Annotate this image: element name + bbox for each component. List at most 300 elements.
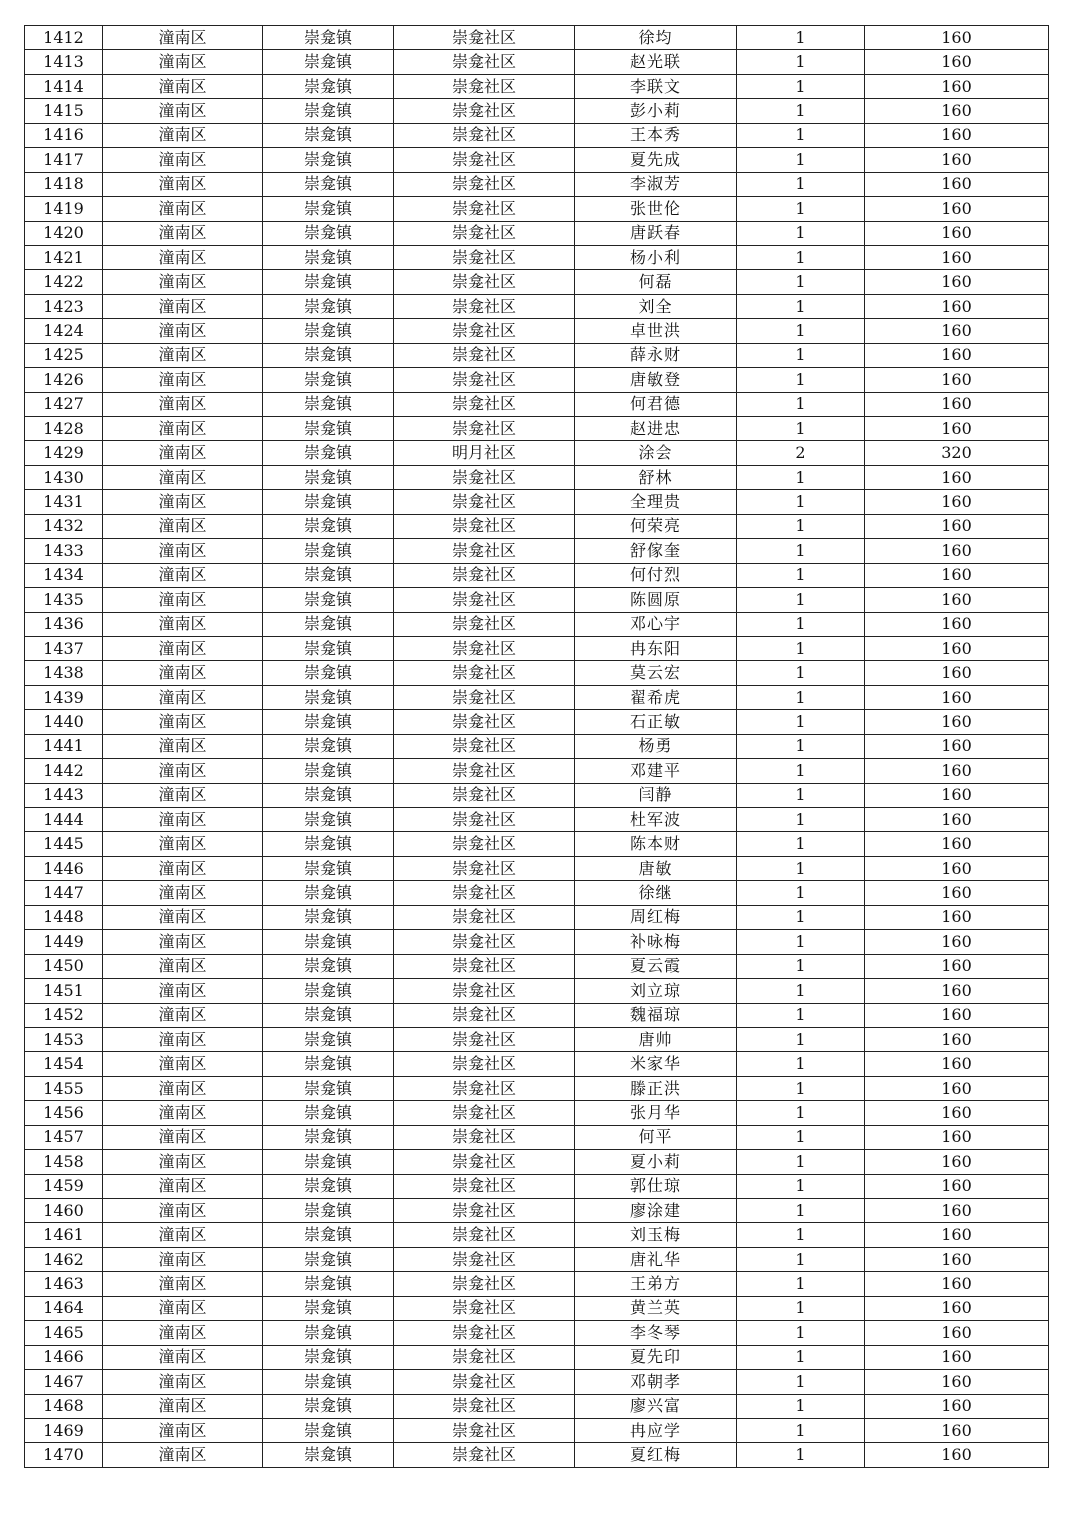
district-cell: 潼南区	[103, 465, 263, 489]
count-cell: 1	[737, 636, 865, 660]
town-cell: 崇龛镇	[263, 1296, 394, 1320]
name-cell: 唐帅	[575, 1027, 737, 1051]
town-cell: 崇龛镇	[263, 148, 394, 172]
community-cell: 崇龛社区	[394, 1247, 575, 1271]
table-row	[25, 245, 1049, 269]
amount-cell: 160	[865, 734, 1049, 758]
count-cell: 1	[737, 368, 865, 392]
district-cell: 潼南区	[103, 1272, 263, 1296]
town-cell: 崇龛镇	[263, 270, 394, 294]
district-cell: 潼南区	[103, 441, 263, 465]
amount-cell: 160	[865, 1076, 1049, 1100]
amount-cell: 160	[865, 1052, 1049, 1076]
district-cell: 潼南区	[103, 368, 263, 392]
community-cell: 崇龛社区	[394, 319, 575, 343]
name-cell: 涂会	[575, 441, 737, 465]
district-cell: 潼南区	[103, 221, 263, 245]
row-number-cell: 1467	[25, 1370, 103, 1394]
town-cell: 崇龛镇	[263, 685, 394, 709]
row-number-cell: 1440	[25, 710, 103, 734]
amount-cell: 160	[865, 1125, 1049, 1149]
table-row	[25, 50, 1049, 74]
table-row	[25, 808, 1049, 832]
table-row	[25, 930, 1049, 954]
amount-cell: 160	[865, 294, 1049, 318]
count-cell: 1	[737, 1027, 865, 1051]
district-cell: 潼南区	[103, 1321, 263, 1345]
row-number-cell: 1463	[25, 1272, 103, 1296]
community-cell: 崇龛社区	[394, 172, 575, 196]
district-cell: 潼南区	[103, 392, 263, 416]
amount-cell: 160	[865, 661, 1049, 685]
table-row	[25, 979, 1049, 1003]
town-cell: 崇龛镇	[263, 759, 394, 783]
community-cell: 崇龛社区	[394, 26, 575, 50]
amount-cell: 160	[865, 172, 1049, 196]
community-cell: 崇龛社区	[394, 74, 575, 98]
table-row	[25, 294, 1049, 318]
amount-cell: 160	[865, 417, 1049, 441]
row-number-cell: 1414	[25, 74, 103, 98]
row-number-cell: 1423	[25, 294, 103, 318]
town-cell: 崇龛镇	[263, 1125, 394, 1149]
amount-cell: 160	[865, 954, 1049, 978]
amount-cell: 160	[865, 465, 1049, 489]
community-cell: 崇龛社区	[394, 563, 575, 587]
community-cell: 崇龛社区	[394, 245, 575, 269]
district-cell: 潼南区	[103, 979, 263, 1003]
table-row	[25, 905, 1049, 929]
table-row	[25, 514, 1049, 538]
row-number-cell: 1458	[25, 1150, 103, 1174]
table-row	[25, 881, 1049, 905]
town-cell: 崇龛镇	[263, 930, 394, 954]
amount-cell: 160	[865, 514, 1049, 538]
name-cell: 邓心宇	[575, 612, 737, 636]
row-number-cell: 1435	[25, 588, 103, 612]
name-cell: 石正敏	[575, 710, 737, 734]
count-cell: 1	[737, 417, 865, 441]
district-cell: 潼南区	[103, 74, 263, 98]
table-row	[25, 1345, 1049, 1369]
table-row	[25, 612, 1049, 636]
town-cell: 崇龛镇	[263, 221, 394, 245]
town-cell: 崇龛镇	[263, 1150, 394, 1174]
count-cell: 1	[737, 1125, 865, 1149]
name-cell: 冉应学	[575, 1418, 737, 1442]
district-cell: 潼南区	[103, 808, 263, 832]
row-number-cell: 1459	[25, 1174, 103, 1198]
count-cell: 1	[737, 50, 865, 74]
name-cell: 何荣亮	[575, 514, 737, 538]
name-cell: 徐继	[575, 881, 737, 905]
row-number-cell: 1419	[25, 197, 103, 221]
district-cell: 潼南区	[103, 123, 263, 147]
count-cell: 1	[737, 26, 865, 50]
district-cell: 潼南区	[103, 1150, 263, 1174]
count-cell: 1	[737, 270, 865, 294]
district-cell: 潼南区	[103, 1199, 263, 1223]
row-number-cell: 1460	[25, 1199, 103, 1223]
town-cell: 崇龛镇	[263, 319, 394, 343]
community-cell: 崇龛社区	[394, 1052, 575, 1076]
name-cell: 魏福琼	[575, 1003, 737, 1027]
count-cell: 1	[737, 1052, 865, 1076]
amount-cell: 160	[865, 832, 1049, 856]
district-cell: 潼南区	[103, 1370, 263, 1394]
row-number-cell: 1447	[25, 881, 103, 905]
town-cell: 崇龛镇	[263, 979, 394, 1003]
town-cell: 崇龛镇	[263, 465, 394, 489]
district-cell: 潼南区	[103, 148, 263, 172]
amount-cell: 160	[865, 1003, 1049, 1027]
row-number-cell: 1464	[25, 1296, 103, 1320]
count-cell: 1	[737, 245, 865, 269]
town-cell: 崇龛镇	[263, 441, 394, 465]
name-cell: 邓朝孝	[575, 1370, 737, 1394]
amount-cell: 160	[865, 343, 1049, 367]
name-cell: 闫静	[575, 783, 737, 807]
name-cell: 王弟方	[575, 1272, 737, 1296]
district-cell: 潼南区	[103, 759, 263, 783]
name-cell: 冉东阳	[575, 636, 737, 660]
amount-cell: 160	[865, 1418, 1049, 1442]
community-cell: 崇龛社区	[394, 1272, 575, 1296]
community-cell: 崇龛社区	[394, 783, 575, 807]
row-number-cell: 1468	[25, 1394, 103, 1418]
town-cell: 崇龛镇	[263, 1370, 394, 1394]
district-cell: 潼南区	[103, 1076, 263, 1100]
town-cell: 崇龛镇	[263, 172, 394, 196]
district-cell: 潼南区	[103, 636, 263, 660]
district-cell: 潼南区	[103, 490, 263, 514]
count-cell: 1	[737, 1174, 865, 1198]
count-cell: 1	[737, 123, 865, 147]
name-cell: 杨勇	[575, 734, 737, 758]
community-cell: 崇龛社区	[394, 905, 575, 929]
town-cell: 崇龛镇	[263, 1247, 394, 1271]
town-cell: 崇龛镇	[263, 734, 394, 758]
table-row	[25, 1394, 1049, 1418]
count-cell: 1	[737, 759, 865, 783]
town-cell: 崇龛镇	[263, 832, 394, 856]
amount-cell: 160	[865, 636, 1049, 660]
community-cell: 崇龛社区	[394, 123, 575, 147]
table-row	[25, 26, 1049, 50]
amount-cell: 160	[865, 588, 1049, 612]
community-cell: 崇龛社区	[394, 1199, 575, 1223]
town-cell: 崇龛镇	[263, 1027, 394, 1051]
count-cell: 1	[737, 1370, 865, 1394]
count-cell: 1	[737, 319, 865, 343]
town-cell: 崇龛镇	[263, 710, 394, 734]
amount-cell: 160	[865, 123, 1049, 147]
count-cell: 1	[737, 808, 865, 832]
table-row	[25, 319, 1049, 343]
town-cell: 崇龛镇	[263, 1199, 394, 1223]
name-cell: 夏云霞	[575, 954, 737, 978]
name-cell: 徐均	[575, 26, 737, 50]
row-number-cell: 1449	[25, 930, 103, 954]
row-number-cell: 1418	[25, 172, 103, 196]
count-cell: 1	[737, 1150, 865, 1174]
amount-cell: 160	[865, 50, 1049, 74]
name-cell: 黄兰英	[575, 1296, 737, 1320]
community-cell: 崇龛社区	[394, 979, 575, 1003]
row-number-cell: 1441	[25, 734, 103, 758]
table-row	[25, 123, 1049, 147]
row-number-cell: 1448	[25, 905, 103, 929]
name-cell: 唐礼华	[575, 1247, 737, 1271]
amount-cell: 160	[865, 392, 1049, 416]
name-cell: 卓世洪	[575, 319, 737, 343]
community-cell: 崇龛社区	[394, 50, 575, 74]
amount-cell: 320	[865, 441, 1049, 465]
district-cell: 潼南区	[103, 588, 263, 612]
table-row	[25, 441, 1049, 465]
table-row	[25, 759, 1049, 783]
community-cell: 崇龛社区	[394, 539, 575, 563]
district-cell: 潼南区	[103, 1443, 263, 1467]
row-number-cell: 1424	[25, 319, 103, 343]
community-cell: 崇龛社区	[394, 343, 575, 367]
community-cell: 崇龛社区	[394, 1345, 575, 1369]
count-cell: 1	[737, 172, 865, 196]
town-cell: 崇龛镇	[263, 514, 394, 538]
name-cell: 赵光联	[575, 50, 737, 74]
town-cell: 崇龛镇	[263, 612, 394, 636]
name-cell: 李联文	[575, 74, 737, 98]
amount-cell: 160	[865, 905, 1049, 929]
town-cell: 崇龛镇	[263, 1272, 394, 1296]
row-number-cell: 1413	[25, 50, 103, 74]
community-cell: 崇龛社区	[394, 465, 575, 489]
amount-cell: 160	[865, 245, 1049, 269]
table-row	[25, 563, 1049, 587]
count-cell: 1	[737, 1101, 865, 1125]
table-row	[25, 1125, 1049, 1149]
table-row	[25, 392, 1049, 416]
amount-cell: 160	[865, 148, 1049, 172]
amount-cell: 160	[865, 1247, 1049, 1271]
count-cell: 1	[737, 734, 865, 758]
district-cell: 潼南区	[103, 1296, 263, 1320]
row-number-cell: 1436	[25, 612, 103, 636]
amount-cell: 160	[865, 539, 1049, 563]
name-cell: 刘立琼	[575, 979, 737, 1003]
table-row	[25, 270, 1049, 294]
table-row	[25, 1223, 1049, 1247]
district-cell: 潼南区	[103, 172, 263, 196]
name-cell: 滕正洪	[575, 1076, 737, 1100]
row-number-cell: 1454	[25, 1052, 103, 1076]
name-cell: 刘全	[575, 294, 737, 318]
name-cell: 彭小莉	[575, 99, 737, 123]
town-cell: 崇龛镇	[263, 881, 394, 905]
amount-cell: 160	[865, 979, 1049, 1003]
count-cell: 1	[737, 1272, 865, 1296]
district-cell: 潼南区	[103, 539, 263, 563]
district-cell: 潼南区	[103, 563, 263, 587]
count-cell: 1	[737, 1345, 865, 1369]
town-cell: 崇龛镇	[263, 954, 394, 978]
table-row	[25, 148, 1049, 172]
row-number-cell: 1465	[25, 1321, 103, 1345]
row-number-cell: 1466	[25, 1345, 103, 1369]
district-cell: 潼南区	[103, 661, 263, 685]
amount-cell: 160	[865, 319, 1049, 343]
count-cell: 1	[737, 856, 865, 880]
table-row	[25, 832, 1049, 856]
count-cell: 1	[737, 1003, 865, 1027]
name-cell: 何磊	[575, 270, 737, 294]
table-row	[25, 343, 1049, 367]
row-number-cell: 1426	[25, 368, 103, 392]
town-cell: 崇龛镇	[263, 1003, 394, 1027]
community-cell: 崇龛社区	[394, 1443, 575, 1467]
name-cell: 赵进忠	[575, 417, 737, 441]
amount-cell: 160	[865, 612, 1049, 636]
name-cell: 王本秀	[575, 123, 737, 147]
row-number-cell: 1461	[25, 1223, 103, 1247]
amount-cell: 160	[865, 685, 1049, 709]
row-number-cell: 1416	[25, 123, 103, 147]
community-cell: 崇龛社区	[394, 197, 575, 221]
district-cell: 潼南区	[103, 930, 263, 954]
amount-cell: 160	[865, 74, 1049, 98]
community-cell: 崇龛社区	[394, 1027, 575, 1051]
town-cell: 崇龛镇	[263, 197, 394, 221]
community-cell: 崇龛社区	[394, 1125, 575, 1149]
community-cell: 崇龛社区	[394, 514, 575, 538]
row-number-cell: 1443	[25, 783, 103, 807]
district-cell: 潼南区	[103, 685, 263, 709]
town-cell: 崇龛镇	[263, 26, 394, 50]
town-cell: 崇龛镇	[263, 1174, 394, 1198]
table-row	[25, 685, 1049, 709]
district-cell: 潼南区	[103, 856, 263, 880]
count-cell: 1	[737, 1296, 865, 1320]
name-cell: 廖兴富	[575, 1394, 737, 1418]
district-cell: 潼南区	[103, 343, 263, 367]
row-number-cell: 1450	[25, 954, 103, 978]
table-row	[25, 1199, 1049, 1223]
row-number-cell: 1415	[25, 99, 103, 123]
table-row	[25, 1101, 1049, 1125]
name-cell: 米家华	[575, 1052, 737, 1076]
name-cell: 夏先印	[575, 1345, 737, 1369]
amount-cell: 160	[865, 1345, 1049, 1369]
row-number-cell: 1430	[25, 465, 103, 489]
count-cell: 1	[737, 930, 865, 954]
count-cell: 1	[737, 832, 865, 856]
name-cell: 全理贵	[575, 490, 737, 514]
community-cell: 崇龛社区	[394, 270, 575, 294]
count-cell: 1	[737, 392, 865, 416]
amount-cell: 160	[865, 710, 1049, 734]
name-cell: 翟希虎	[575, 685, 737, 709]
town-cell: 崇龛镇	[263, 1076, 394, 1100]
amount-cell: 160	[865, 99, 1049, 123]
town-cell: 崇龛镇	[263, 808, 394, 832]
table-row	[25, 465, 1049, 489]
district-cell: 潼南区	[103, 832, 263, 856]
community-cell: 崇龛社区	[394, 734, 575, 758]
district-cell: 潼南区	[103, 99, 263, 123]
town-cell: 崇龛镇	[263, 856, 394, 880]
count-cell: 1	[737, 905, 865, 929]
name-cell: 唐敏	[575, 856, 737, 880]
district-cell: 潼南区	[103, 1174, 263, 1198]
name-cell: 莫云宏	[575, 661, 737, 685]
community-cell: 崇龛社区	[394, 710, 575, 734]
name-cell: 周红梅	[575, 905, 737, 929]
row-number-cell: 1444	[25, 808, 103, 832]
town-cell: 崇龛镇	[263, 123, 394, 147]
row-number-cell: 1442	[25, 759, 103, 783]
district-cell: 潼南区	[103, 1052, 263, 1076]
amount-cell: 160	[865, 1101, 1049, 1125]
town-cell: 崇龛镇	[263, 539, 394, 563]
count-cell: 1	[737, 539, 865, 563]
town-cell: 崇龛镇	[263, 392, 394, 416]
count-cell: 1	[737, 1076, 865, 1100]
amount-cell: 160	[865, 563, 1049, 587]
town-cell: 崇龛镇	[263, 1418, 394, 1442]
count-cell: 1	[737, 588, 865, 612]
community-cell: 明月社区	[394, 441, 575, 465]
community-cell: 崇龛社区	[394, 1321, 575, 1345]
row-number-cell: 1439	[25, 685, 103, 709]
row-number-cell: 1422	[25, 270, 103, 294]
count-cell: 1	[737, 99, 865, 123]
count-cell: 1	[737, 1394, 865, 1418]
name-cell: 陈圆原	[575, 588, 737, 612]
amount-cell: 160	[865, 26, 1049, 50]
table-row	[25, 1027, 1049, 1051]
amount-cell: 160	[865, 1321, 1049, 1345]
row-number-cell: 1432	[25, 514, 103, 538]
table-row	[25, 172, 1049, 196]
community-cell: 崇龛社区	[394, 685, 575, 709]
table-row	[25, 783, 1049, 807]
community-cell: 崇龛社区	[394, 832, 575, 856]
count-cell: 1	[737, 1418, 865, 1442]
count-cell: 1	[737, 1199, 865, 1223]
table-row	[25, 1247, 1049, 1271]
amount-cell: 160	[865, 490, 1049, 514]
town-cell: 崇龛镇	[263, 1443, 394, 1467]
community-cell: 崇龛社区	[394, 99, 575, 123]
row-number-cell: 1428	[25, 417, 103, 441]
name-cell: 杨小利	[575, 245, 737, 269]
count-cell: 1	[737, 74, 865, 98]
name-cell: 邓建平	[575, 759, 737, 783]
table-row	[25, 221, 1049, 245]
community-cell: 崇龛社区	[394, 1223, 575, 1247]
table-row	[25, 661, 1049, 685]
count-cell: 1	[737, 1223, 865, 1247]
count-cell: 1	[737, 1247, 865, 1271]
community-cell: 崇龛社区	[394, 294, 575, 318]
town-cell: 崇龛镇	[263, 1052, 394, 1076]
community-cell: 崇龛社区	[394, 661, 575, 685]
row-number-cell: 1469	[25, 1418, 103, 1442]
community-cell: 崇龛社区	[394, 588, 575, 612]
district-cell: 潼南区	[103, 1345, 263, 1369]
community-cell: 崇龛社区	[394, 1150, 575, 1174]
row-number-cell: 1433	[25, 539, 103, 563]
